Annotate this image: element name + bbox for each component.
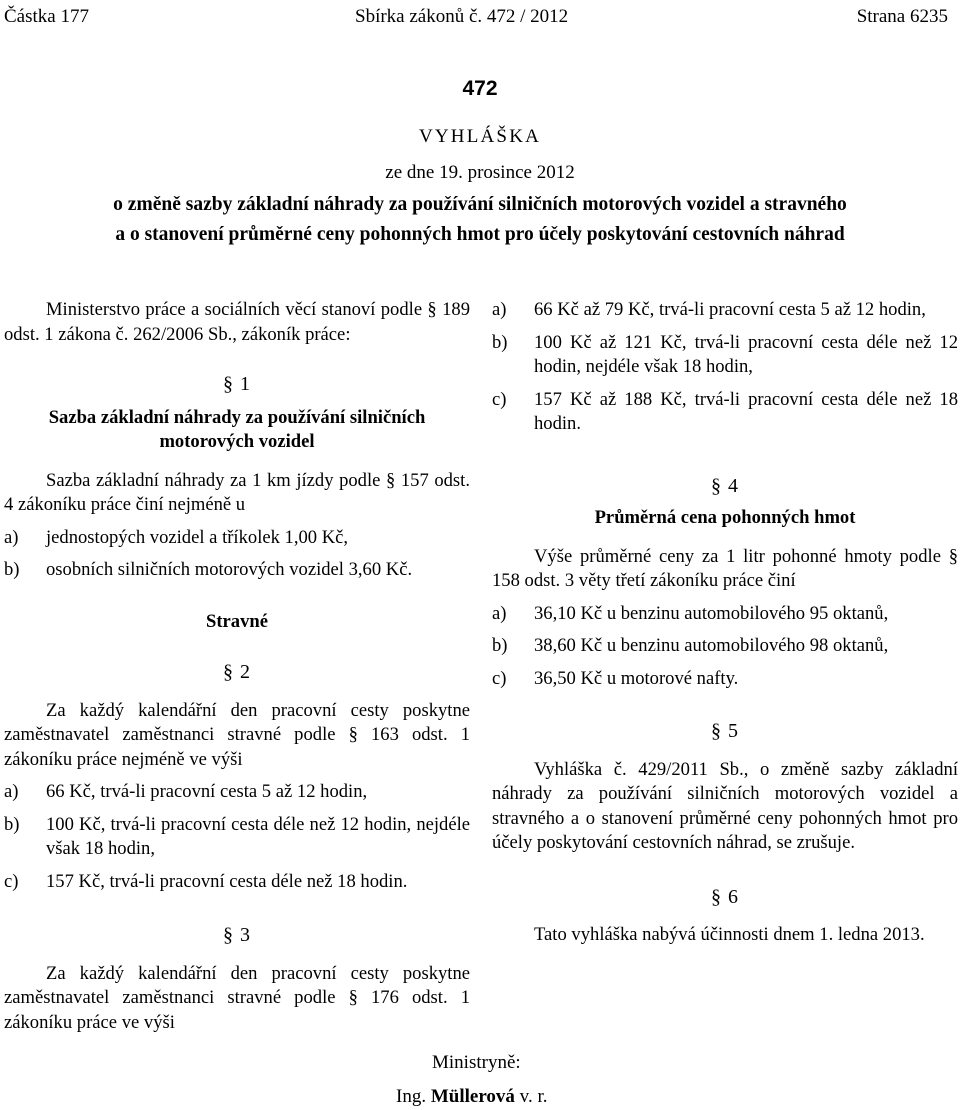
list-item-text: jednostopých vozidel a tříkolek 1,00 Kč, <box>46 526 349 548</box>
list-item-label: a) <box>492 299 507 320</box>
section-1-heading: Sazba základní náhrady za používání silničních motorových vozidel <box>48 406 426 452</box>
document-number: 472 <box>462 77 498 100</box>
signature-name: Müllerová <box>430 1086 515 1107</box>
list-item <box>492 667 958 692</box>
left-column <box>4 298 470 1035</box>
signature <box>396 1086 547 1108</box>
list-item-text: 36,50 Kč u motorové nafty. <box>534 667 739 689</box>
document-date: ze dne 19. prosince 2012 <box>385 162 575 183</box>
section-4-mark: § 4 <box>711 474 739 497</box>
document-type: VYHLÁŠKA <box>418 126 542 147</box>
section-2-text: Za každý kalendářní den pracovní cesty poskytne zaměstnavatel zaměstnanci stravné podle § 163 odst. 1 zákoníku práce nejméně ve výši <box>4 699 470 770</box>
document-title-line2: a o stanovení průměrné ceny pohonných hmot pro účely poskytování cestovních náhrad <box>115 224 845 245</box>
list-item-text: osobních silničních motorových vozidel 3,60 Kč. <box>46 559 413 580</box>
section-4-text: Výše průměrné ceny za 1 litr pohonné hmoty podle § 158 odst. 3 věty třetí zákoníku práce činí <box>492 545 958 591</box>
list-item-label: b) <box>492 331 508 353</box>
list-item-text: 38,60 Kč u benzinu automobilového 98 oktanů, <box>534 635 889 656</box>
list-item-text: 157 Kč až 188 Kč, trvá-li pracovní cesta déle než 18 hodin. <box>534 388 958 434</box>
list-item-label: b) <box>492 635 508 656</box>
list-item <box>4 870 470 895</box>
signature-role: Ministryně: <box>432 1052 521 1073</box>
list-item-text: 100 Kč až 121 Kč, trvá-li pracovní cesta déle než 12 hodin, nejdéle však 18 hodin, <box>534 331 958 377</box>
list-item <box>492 388 958 437</box>
header-collection: Sbírka zákonů č. 472 / 2012 <box>355 6 569 27</box>
section-6-text: Tato vyhláška nabývá účinnosti dnem 1. ledna 2013. <box>534 924 925 945</box>
list-item-label: b) <box>4 559 20 580</box>
list-item <box>492 331 958 380</box>
document-title-line1: o změně sazby základní náhrady za používání silničních motorových vozidel a stravného <box>113 194 847 215</box>
list-item <box>4 558 470 583</box>
signature-prefix: Ing. <box>396 1086 427 1107</box>
list-item-label: a) <box>4 781 19 802</box>
section-2-mark: § 2 <box>223 661 251 683</box>
header-part: Částka 177 <box>4 6 89 27</box>
list-item-text: 36,10 Kč u benzinu automobilového 95 oktanů, <box>534 602 889 624</box>
list-item <box>492 634 958 659</box>
list-item-text: 66 Kč, trvá-li pracovní cesta 5 až 12 hodin, <box>46 781 368 802</box>
list-item <box>492 298 958 323</box>
list-item <box>4 526 470 551</box>
list-item <box>4 813 470 862</box>
list-item-label: c) <box>4 870 19 892</box>
list-item <box>492 602 958 627</box>
list-item-label: c) <box>492 388 507 410</box>
section-1-text: Sazba základní náhrady za 1 km jízdy podle § 157 odst. 4 zákoníku práce činí nejméně u <box>4 469 470 515</box>
list-item-label: a) <box>4 526 19 548</box>
list-item-label: c) <box>492 667 507 689</box>
list-item-text: 66 Kč až 79 Kč, trvá-li pracovní cesta 5 až 12 hodin, <box>534 299 926 320</box>
section-3-text: Za každý kalendářní den pracovní cesty poskytne zaměstnavatel zaměstnanci stravné podle § 176 odst. 1 zákoníku práce ve výši <box>4 962 470 1033</box>
section-3-mark: § 3 <box>223 924 251 946</box>
right-column <box>492 298 958 948</box>
list-item-label: b) <box>4 813 20 835</box>
section-1-mark: § 1 <box>223 373 251 395</box>
list-item-text: 157 Kč, trvá-li pracovní cesta déle než 18 hodin. <box>46 870 408 892</box>
signature-suffix: v. r. <box>519 1086 548 1107</box>
list-item-text: 100 Kč, trvá-li pracovní cesta déle než 12 hodin, nejdéle však 18 hodin, <box>46 813 470 859</box>
list-item-label: a) <box>492 602 507 624</box>
section-6-mark: § 6 <box>711 885 739 908</box>
section-5-mark: § 5 <box>711 720 739 742</box>
intro-paragraph: Ministerstvo práce a sociálních věcí stanoví podle § 189 odst. 1 zákona č. 262/2006 Sb., zákoník práce: <box>4 299 470 345</box>
section-5-text: Vyhláška č. 429/2011 Sb., o změně sazby základní náhrady za používání silničních motorových vozidel a stravného a o stanovení průměrné ceny pohonných hmot pro účely poskytování cestovních náhrad, se zrušuje. <box>492 758 958 853</box>
list-item <box>4 780 470 805</box>
section-4-heading: Průměrná cena pohonných hmot <box>594 507 856 528</box>
header-page: Strana 6235 <box>856 6 948 27</box>
stravne-heading: Stravné <box>206 610 268 632</box>
